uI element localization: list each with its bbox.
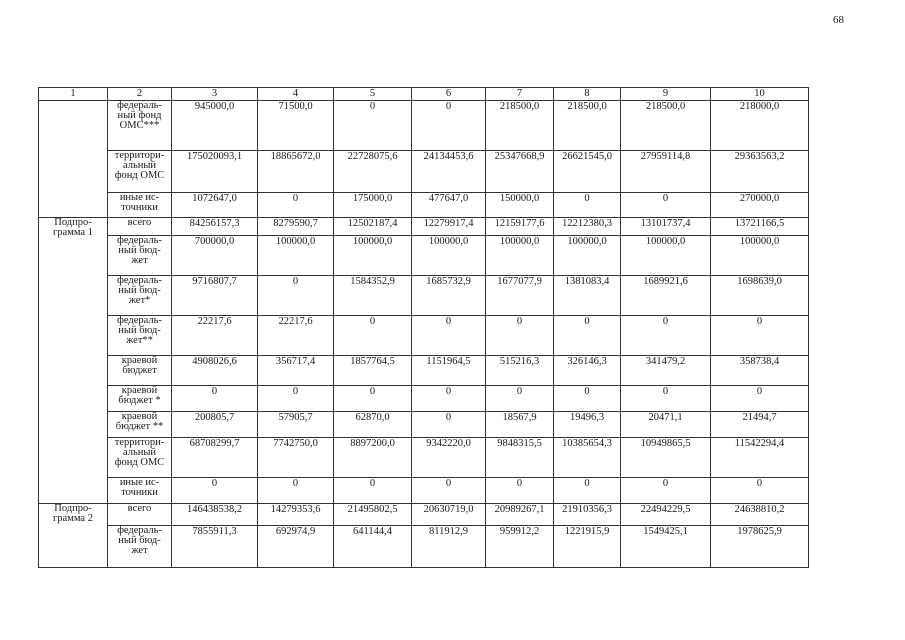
value-cell: 1584352,9 (334, 276, 412, 316)
column-header: 8 (554, 88, 621, 101)
value-cell: 0 (334, 101, 412, 151)
value-cell: 175020093,1 (172, 151, 258, 193)
value-cell: 270000,0 (711, 193, 809, 218)
value-cell: 22728075,6 (334, 151, 412, 193)
value-cell: 0 (486, 316, 554, 356)
value-cell: 18865672,0 (258, 151, 334, 193)
value-cell: 1689921,6 (621, 276, 711, 316)
value-cell: 0 (711, 478, 809, 504)
value-cell: 0 (412, 386, 486, 412)
table-row (39, 526, 809, 568)
value-cell: 0 (554, 316, 621, 356)
page-number: 68 (833, 14, 844, 26)
value-cell: 10385654,3 (554, 438, 621, 478)
value-cell: 0 (711, 386, 809, 412)
value-cell: 1698639,0 (711, 276, 809, 316)
value-cell: 0 (621, 316, 711, 356)
value-cell: 100000,0 (412, 236, 486, 276)
value-cell: 12159177,6 (486, 218, 554, 236)
value-cell: 218000,0 (711, 101, 809, 151)
value-cell: 0 (554, 386, 621, 412)
table-row (39, 412, 809, 438)
value-cell: 0 (554, 478, 621, 504)
value-cell: 0 (621, 193, 711, 218)
funding-source-cell: федераль- ный бюд- жет** (108, 316, 172, 356)
value-cell: 14279353,6 (258, 504, 334, 526)
value-cell: 0 (412, 101, 486, 151)
value-cell: 20630719,0 (412, 504, 486, 526)
value-cell: 25347668,9 (486, 151, 554, 193)
value-cell: 13101737,4 (621, 218, 711, 236)
value-cell: 8279590,7 (258, 218, 334, 236)
value-cell: 62870,0 (334, 412, 412, 438)
value-cell: 100000,0 (621, 236, 711, 276)
column-header: 6 (412, 88, 486, 101)
value-cell: 218500,0 (621, 101, 711, 151)
value-cell: 959912,2 (486, 526, 554, 568)
group-title-cell: Подпро- грамма 1 (39, 218, 108, 504)
value-cell: 0 (334, 316, 412, 356)
table-row (39, 236, 809, 276)
value-cell: 0 (412, 316, 486, 356)
value-cell: 21494,7 (711, 412, 809, 438)
column-header: 3 (172, 88, 258, 101)
value-cell: 477647,0 (412, 193, 486, 218)
value-cell: 22494229,5 (621, 504, 711, 526)
value-cell: 218500,0 (486, 101, 554, 151)
value-cell: 0 (172, 478, 258, 504)
funding-source-cell: федераль- ный бюд- жет* (108, 276, 172, 316)
value-cell: 100000,0 (554, 236, 621, 276)
value-cell: 9716807,7 (172, 276, 258, 316)
value-cell: 0 (621, 386, 711, 412)
funding-source-cell: иные ис- точники (108, 193, 172, 218)
value-cell: 0 (334, 386, 412, 412)
funding-source-cell: иные ис- точники (108, 478, 172, 504)
value-cell: 12212380,3 (554, 218, 621, 236)
value-cell: 641144,4 (334, 526, 412, 568)
value-cell: 24134453,6 (412, 151, 486, 193)
value-cell: 11542294,4 (711, 438, 809, 478)
value-cell: 24638810,2 (711, 504, 809, 526)
value-cell: 71500,0 (258, 101, 334, 151)
value-cell: 1221915,9 (554, 526, 621, 568)
value-cell: 1857764,5 (334, 356, 412, 386)
value-cell: 29363563,2 (711, 151, 809, 193)
table-row (39, 386, 809, 412)
value-cell: 0 (621, 478, 711, 504)
value-cell: 100000,0 (711, 236, 809, 276)
value-cell: 150000,0 (486, 193, 554, 218)
funding-source-cell: федераль- ный бюд- жет (108, 236, 172, 276)
value-cell: 12502187,4 (334, 218, 412, 236)
value-cell: 21910356,3 (554, 504, 621, 526)
funding-source-cell: краевой бюджет ** (108, 412, 172, 438)
table-row (39, 504, 809, 526)
value-cell: 146438538,2 (172, 504, 258, 526)
value-cell: 9342220,0 (412, 438, 486, 478)
table-row (39, 101, 809, 151)
value-cell: 1151964,5 (412, 356, 486, 386)
value-cell: 218500,0 (554, 101, 621, 151)
column-header: 10 (711, 88, 809, 101)
table-row (39, 316, 809, 356)
funding-source-cell: федераль- ный бюд- жет (108, 526, 172, 568)
value-cell: 0 (172, 386, 258, 412)
column-header: 7 (486, 88, 554, 101)
value-cell: 0 (258, 386, 334, 412)
header-row (39, 88, 809, 101)
table-row (39, 438, 809, 478)
value-cell: 68708299,7 (172, 438, 258, 478)
value-cell: 0 (486, 478, 554, 504)
value-cell: 0 (334, 478, 412, 504)
value-cell: 0 (711, 316, 809, 356)
table-row (39, 478, 809, 504)
value-cell: 175000,0 (334, 193, 412, 218)
value-cell: 4908026,6 (172, 356, 258, 386)
value-cell: 22217,6 (258, 316, 334, 356)
value-cell: 18567,9 (486, 412, 554, 438)
value-cell: 358738,4 (711, 356, 809, 386)
value-cell: 0 (258, 276, 334, 316)
financing-table (38, 87, 809, 568)
value-cell: 7742750,0 (258, 438, 334, 478)
table-row (39, 218, 809, 236)
funding-source-cell: краевой бюджет * (108, 386, 172, 412)
value-cell: 1677077,9 (486, 276, 554, 316)
column-header: 4 (258, 88, 334, 101)
group-title-cell (39, 101, 108, 218)
value-cell: 0 (412, 412, 486, 438)
value-cell: 1381083,4 (554, 276, 621, 316)
table-row (39, 193, 809, 218)
column-header: 9 (621, 88, 711, 101)
value-cell: 84256157,3 (172, 218, 258, 236)
value-cell: 20989267,1 (486, 504, 554, 526)
value-cell: 100000,0 (334, 236, 412, 276)
value-cell: 10949865,5 (621, 438, 711, 478)
value-cell: 22217,6 (172, 316, 258, 356)
funding-source-cell: территори- альный фонд ОМС (108, 151, 172, 193)
value-cell: 21495802,5 (334, 504, 412, 526)
value-cell: 515216,3 (486, 356, 554, 386)
value-cell: 100000,0 (486, 236, 554, 276)
value-cell: 20471,1 (621, 412, 711, 438)
value-cell: 0 (258, 193, 334, 218)
column-header: 2 (108, 88, 172, 101)
value-cell: 1685732,9 (412, 276, 486, 316)
value-cell: 57905,7 (258, 412, 334, 438)
funding-source-cell: всего (108, 218, 172, 236)
column-header: 1 (39, 88, 108, 101)
table-row (39, 151, 809, 193)
value-cell: 8897200,0 (334, 438, 412, 478)
value-cell: 692974,9 (258, 526, 334, 568)
value-cell: 811912,9 (412, 526, 486, 568)
value-cell: 13721166,5 (711, 218, 809, 236)
value-cell: 1072647,0 (172, 193, 258, 218)
value-cell: 100000,0 (258, 236, 334, 276)
value-cell: 0 (554, 193, 621, 218)
value-cell: 19496,3 (554, 412, 621, 438)
value-cell: 9848315,5 (486, 438, 554, 478)
funding-source-cell: федераль- ный фонд ОМС*** (108, 101, 172, 151)
value-cell: 700000,0 (172, 236, 258, 276)
value-cell: 200805,7 (172, 412, 258, 438)
funding-source-cell: краевой бюджет (108, 356, 172, 386)
value-cell: 12279917,4 (412, 218, 486, 236)
table-row (39, 356, 809, 386)
value-cell: 341479,2 (621, 356, 711, 386)
value-cell: 356717,4 (258, 356, 334, 386)
funding-source-cell: всего (108, 504, 172, 526)
table-row (39, 276, 809, 316)
value-cell: 0 (258, 478, 334, 504)
value-cell: 0 (412, 478, 486, 504)
value-cell: 1978625,9 (711, 526, 809, 568)
value-cell: 26621545,0 (554, 151, 621, 193)
value-cell: 27959114,8 (621, 151, 711, 193)
group-title-cell: Подпро- грамма 2 (39, 504, 108, 568)
funding-source-cell: территори- альный фонд ОМС (108, 438, 172, 478)
column-header: 5 (334, 88, 412, 101)
table-body (39, 101, 809, 568)
value-cell: 1549425,1 (621, 526, 711, 568)
value-cell: 945000,0 (172, 101, 258, 151)
value-cell: 7855911,3 (172, 526, 258, 568)
value-cell: 326146,3 (554, 356, 621, 386)
value-cell: 0 (486, 386, 554, 412)
